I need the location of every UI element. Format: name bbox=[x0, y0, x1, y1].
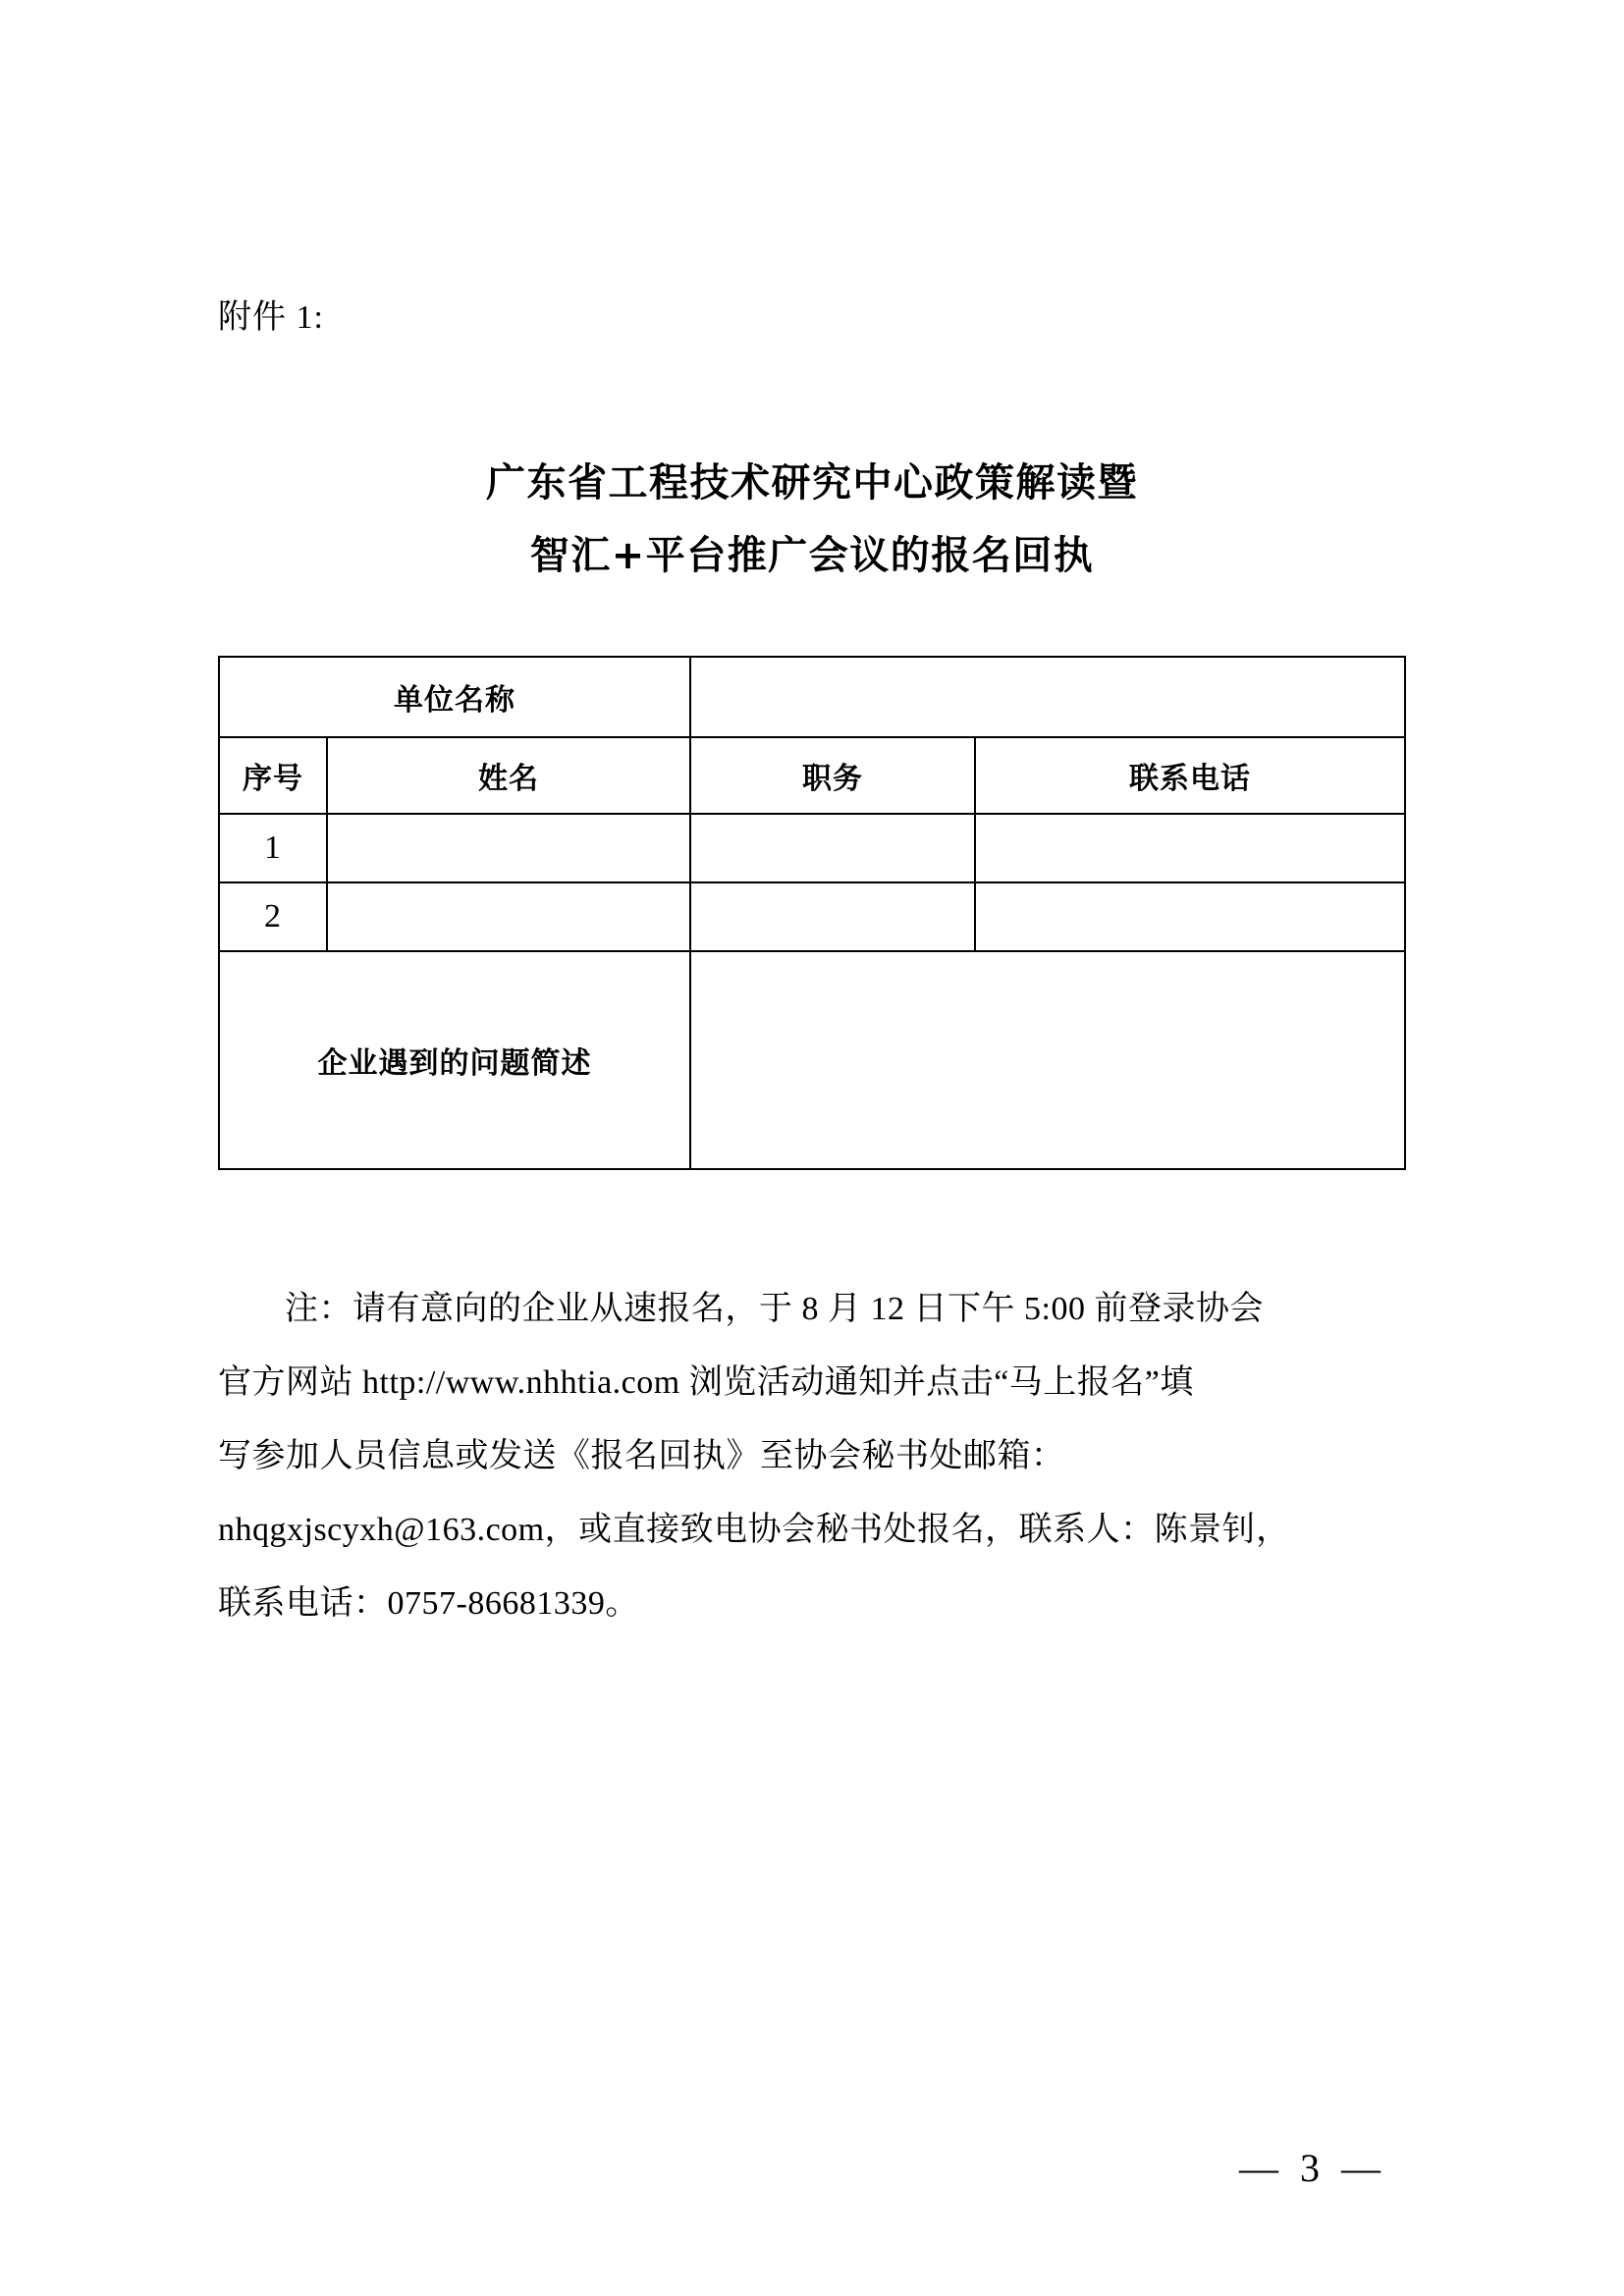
document-title bbox=[0, 447, 1624, 592]
row-name-input-2[interactable] bbox=[327, 882, 690, 951]
row-phone-input-2[interactable] bbox=[975, 882, 1405, 951]
column-header-name: 姓名 bbox=[327, 737, 690, 814]
note-line-3: 写参加人员信息或发送《报名回执》至协会秘书处邮箱： bbox=[218, 1438, 1065, 1474]
note-paragraph bbox=[218, 1272, 1411, 1640]
table-row bbox=[219, 882, 1405, 951]
registration-receipt-table bbox=[218, 656, 1406, 1170]
document-title-line-1: 广东省工程技术研究中心政策解读暨 bbox=[486, 460, 1138, 506]
row-phone-input-1[interactable] bbox=[975, 814, 1405, 882]
row-name-input-1[interactable] bbox=[327, 814, 690, 882]
row-post-input-2[interactable] bbox=[690, 882, 975, 951]
row-seq-1: 1 bbox=[219, 814, 327, 882]
column-header-phone: 联系电话 bbox=[975, 737, 1405, 814]
page-number-value: — 3 — bbox=[1239, 2146, 1386, 2190]
table-row bbox=[219, 814, 1405, 882]
table-header-row bbox=[219, 737, 1405, 814]
attachment-label: 附件 1: bbox=[218, 299, 324, 336]
note-line-2: 官方网站 http://www.nhhtia.com 浏览活动通知并点击“马上报名”填 bbox=[218, 1364, 1194, 1401]
column-header-post: 职务 bbox=[690, 737, 975, 814]
row-post-input-1[interactable] bbox=[690, 814, 975, 882]
note-line-4: nhqgxjscyxh@163.com，或直接致电协会秘书处报名，联系人：陈景钊， bbox=[218, 1512, 1290, 1548]
column-header-seq: 序号 bbox=[219, 737, 327, 814]
unit-name-label: 单位名称 bbox=[219, 657, 690, 737]
row-seq-2: 2 bbox=[219, 882, 327, 951]
problem-summary-label: 企业遇到的问题简述 bbox=[219, 951, 690, 1169]
problem-summary-input-cell[interactable] bbox=[690, 951, 1405, 1169]
unit-name-input-cell[interactable] bbox=[690, 657, 1405, 737]
note-line-1: 注：请有意向的企业从速报名，于 8 月 12 日下午 5:00 前登录协会 bbox=[285, 1291, 1264, 1327]
page-number-footer bbox=[0, 2145, 1624, 2191]
table-row-unit-name bbox=[219, 657, 1405, 737]
note-line-5: 联系电话：0757-86681339。 bbox=[218, 1585, 639, 1622]
document-title-line-2: 智汇+平台推广会议的报名回执 bbox=[529, 533, 1095, 578]
table-row-problem-summary bbox=[219, 951, 1405, 1169]
